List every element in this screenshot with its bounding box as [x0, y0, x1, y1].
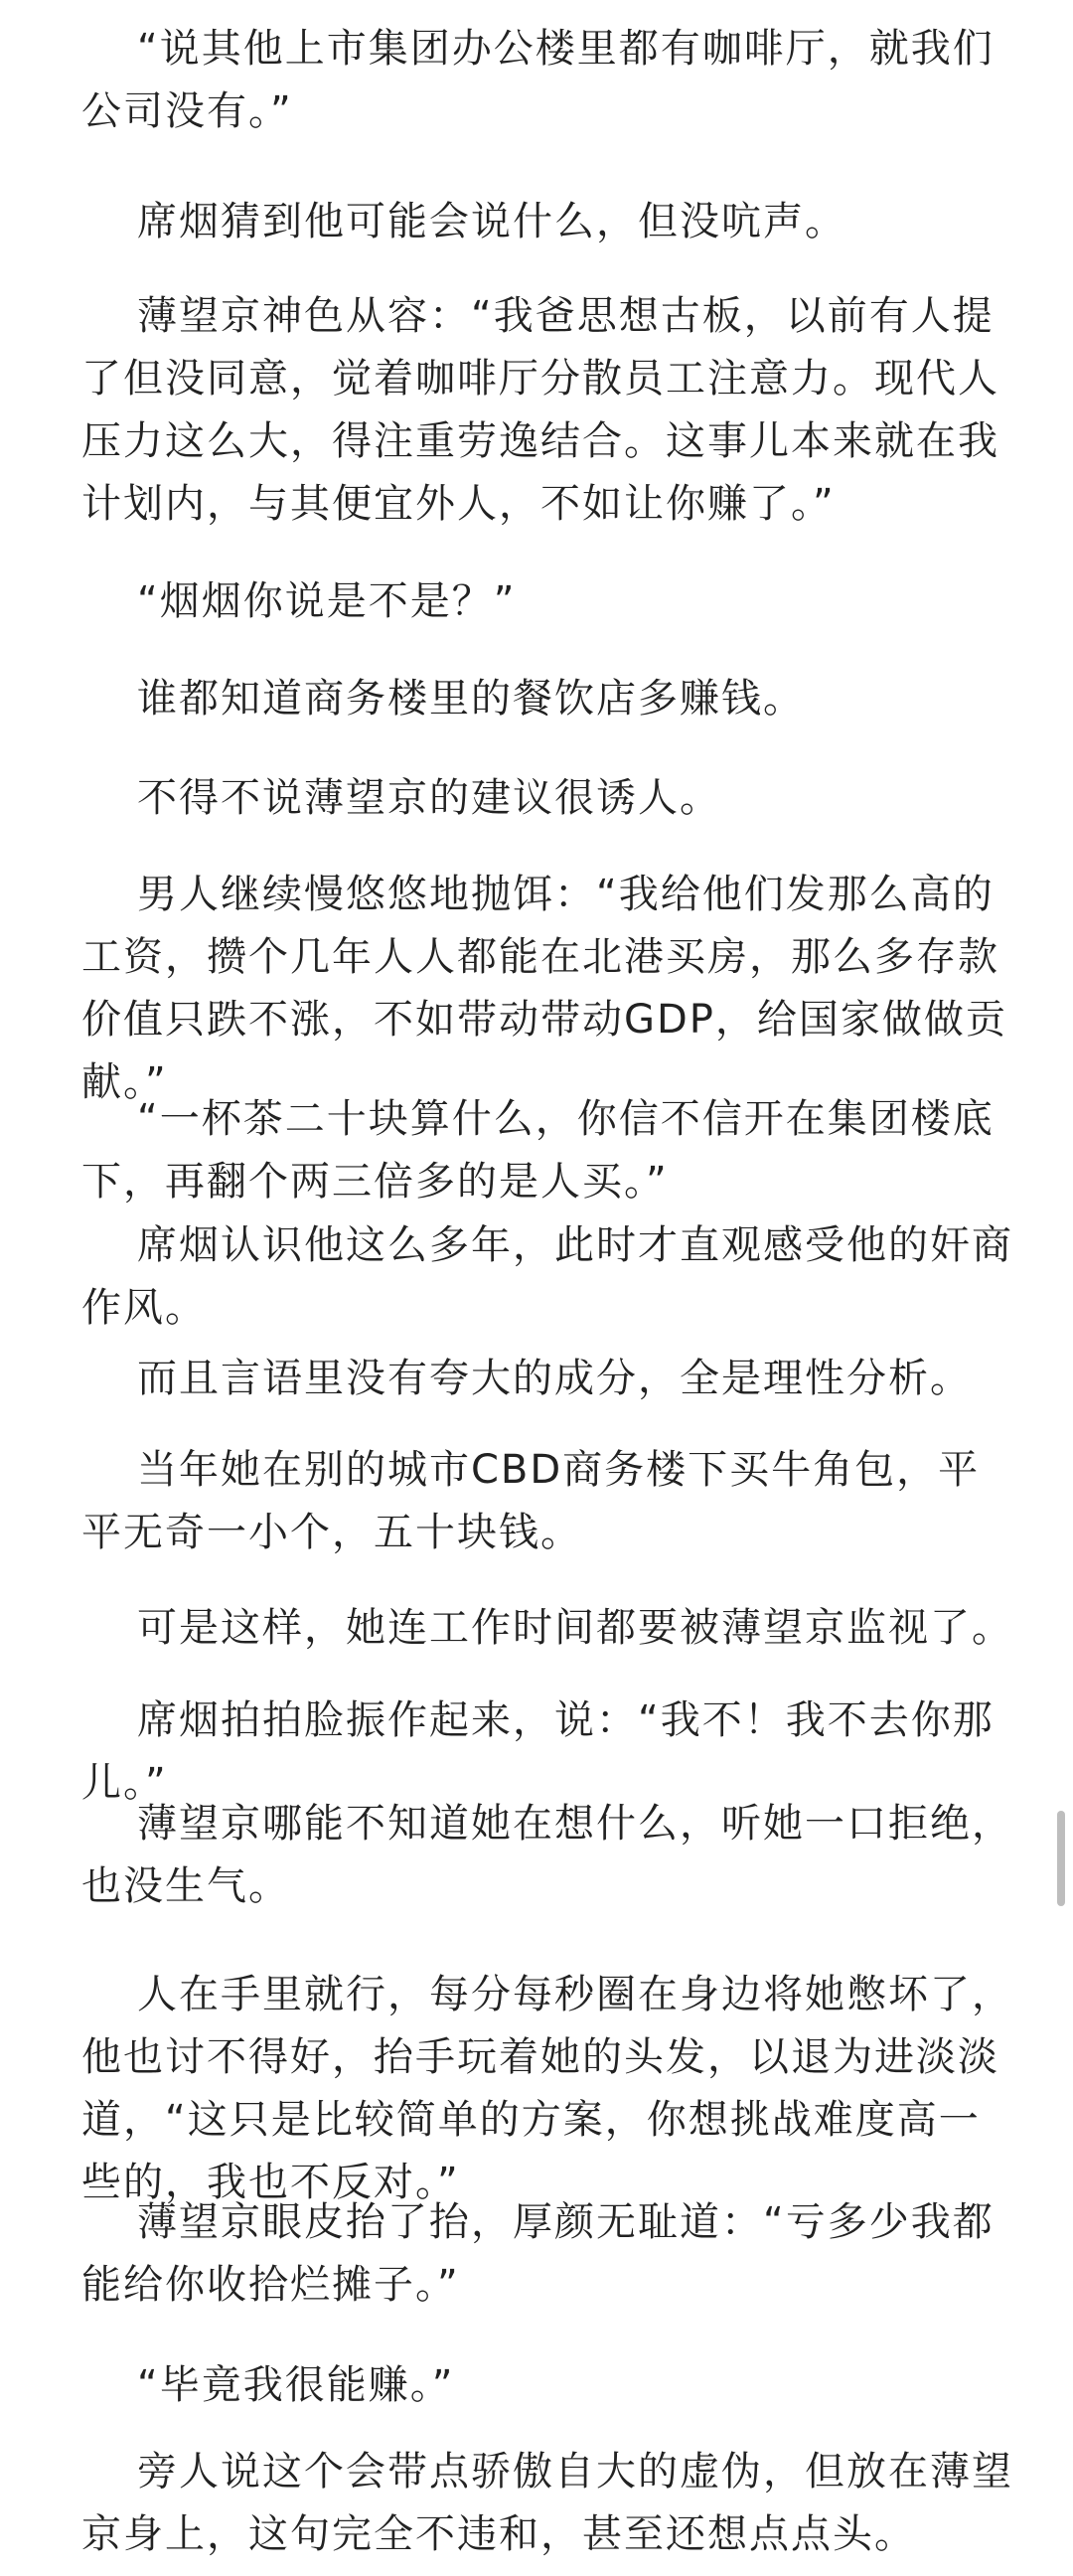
paragraph-4: “烟烟你说是不是？” — [137, 578, 517, 624]
paragraph-11: 当年她在别的城市CBD商务楼下买牛角包，平平无奇一小个，五十块钱。 — [81, 1447, 981, 1555]
paragraph-6: 不得不说薄望京的建议很诱人。 — [137, 775, 721, 821]
paragraph-2: 席烟猜到他可能会说什么，但没吭声。 — [137, 199, 846, 244]
scrollbar-thumb[interactable] — [1057, 1811, 1065, 1906]
paragraph-15: 人在手里就行，每分每秒圈在身边将她憋坏了，他也讨不得好，抬手玩着她的头发，以退为进淡淡道，“这只是比较简单的方案，你想挑战难度高一些的，我也不反对。” — [81, 1972, 1013, 2205]
paragraph-1: “说其他上市集团办公楼里都有咖啡厅，就我们公司没有。” — [81, 26, 995, 134]
paragraph-13: 席烟拍拍脸振作起来，说：“我不！我不去你那儿。” — [81, 1697, 995, 1806]
paragraph-7: 男人继续慢悠悠地抛饵：“我给他们发那么高的工资，攒个几年人人都能在北港买房，那么多存款价值只跌不涨，不如带动带动GDP，给国家做做贡献。” — [81, 872, 1007, 1105]
paragraph-3: 薄望京神色从容：“我爸思想古板，以前有人提了但没同意，觉着咖啡厅分散员工注意力。现代人压力这么大，得注重劳逸结合。这事儿本来就在我计划内，与其便宜外人，不如让你赚了。” — [81, 293, 999, 527]
paragraph-8: “一杯茶二十块算什么，你信不信开在集团楼底下，再翻个两三倍多的是人买。” — [81, 1096, 995, 1205]
paragraph-9: 席烟认识他这么多年，此时才直观感受他的奸商作风。 — [81, 1222, 1013, 1331]
paragraph-17: “毕竟我很能赚。” — [137, 2362, 455, 2408]
paragraph-5: 谁都知道商务楼里的餐饮店多赚钱。 — [137, 676, 805, 722]
paragraph-16: 薄望京眼皮抬了抬，厚颜无耻道：“亏多少我都能给你收拾烂摊子。” — [81, 2199, 995, 2308]
paragraph-12: 可是这样，她连工作时间都要被薄望京监视了。 — [137, 1605, 1013, 1651]
paragraph-10: 而且言语里没有夸大的成分，全是理性分析。 — [137, 1356, 972, 1401]
paragraph-18: 旁人说这个会带点骄傲自大的虚伪，但放在薄望京身上，这句完全不违和，甚至还想点点头。 — [81, 2449, 1013, 2557]
paragraph-14: 薄望京哪能不知道她在想什么，听她一口拒绝，也没生气。 — [81, 1801, 1013, 1909]
